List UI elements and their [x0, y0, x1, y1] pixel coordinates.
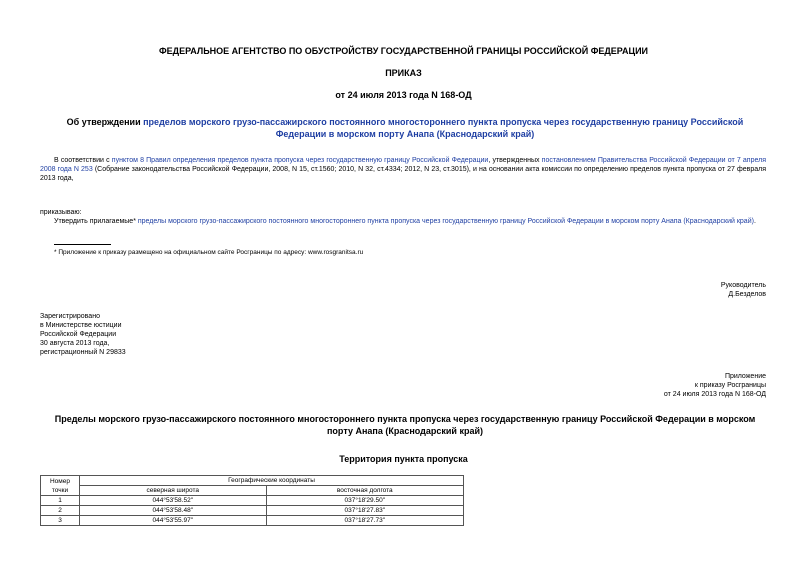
signature-name: Д.Безделов — [728, 291, 766, 298]
coordinates-table — [40, 475, 464, 526]
rules-point-8-link[interactable]: пунктом 8 Правил определения пределов пункта пропуска через государственную границу Российской Федерации — [111, 157, 489, 164]
preamble-paragraph — [40, 156, 766, 183]
table-row — [41, 506, 464, 516]
preamble-text-1: В соответствии с — [54, 157, 112, 164]
footnote: * Приложение к приказу размещено на официальном сайте Росграницы по адресу: www.rosgranitsa.ru — [54, 249, 364, 256]
latitude-cell: 044°53'58.48" — [80, 506, 267, 516]
footnote-divider — [54, 244, 111, 245]
registration-block — [40, 312, 126, 357]
appendix-line: Приложение — [724, 373, 766, 380]
registration-line: Российской Федерации — [40, 331, 117, 338]
preamble-text-3: (Собрание законодательства Российской Федерации, 2008, N 15, ст.1560; 2010, N 32, ст.4334; 2012, N 23, ст.3015), и на основании акта комиссии по определению пределов пункта пропуска от 27 февраля 2013 года, — [40, 166, 766, 182]
appendix-line: от 24 июля 2013 года N 168-ОД — [663, 391, 766, 398]
column-header-number-line: Номер — [49, 477, 70, 485]
title-link[interactable]: пределов морского грузо-пассажирского постоянного многостороннего пункта пропуска через государственную границу Российской Федерации в морском порту Анапа (Краснодарский край) — [143, 117, 744, 139]
limits-link[interactable]: пределы морского грузо-пассажирского постоянного многостороннего пункта пропуска через государственную границу Российской Федерации в морском порту Анапа (Краснодарский край) — [137, 218, 754, 225]
order-text-1: Утвердить прилагаемые* — [54, 218, 138, 225]
signature-position: Руководитель — [720, 282, 766, 289]
point-number: 3 — [41, 516, 80, 526]
column-header-number-line: точки — [51, 486, 69, 494]
column-header-group: Географические координаты — [80, 476, 464, 486]
government-decree-link[interactable]: постановлением Правительства Российской Федерации от 7 апреля 2008 года N 253 — [40, 157, 767, 173]
point-number: 1 — [41, 496, 80, 506]
preamble-text-2: , утвержденных — [488, 157, 542, 164]
column-header-number — [41, 476, 80, 496]
registration-line: регистрационный N 29833 — [40, 349, 126, 356]
document-title — [44, 116, 766, 140]
table-row — [41, 496, 464, 506]
longitude-cell: 037°18'27.73" — [266, 516, 463, 526]
column-header-latitude: северная широта — [80, 486, 267, 496]
order-text-2: . — [753, 218, 756, 225]
order-label: приказываю: — [40, 209, 82, 216]
signature-block — [721, 281, 766, 299]
registration-line: 30 августа 2013 года, — [40, 340, 110, 347]
latitude-cell: 044°53'55.97" — [80, 516, 267, 526]
appendix-line: к приказу Росграницы — [694, 382, 766, 389]
section-title: Территория пункта пропуска — [339, 454, 468, 464]
doc-date-number: от 24 июля 2013 года N 168-ОД — [335, 90, 472, 100]
doc-type: ПРИКАЗ — [385, 68, 422, 78]
column-header-longitude: восточная долгота — [266, 486, 463, 496]
registration-line: в Министерстве юстиции — [40, 322, 122, 329]
appendix-header — [664, 372, 766, 399]
registration-line: Зарегистрировано — [40, 313, 100, 320]
appendix-title: Пределы морского грузо-пассажирского постоянного многостороннего пункта пропуска через государственную границу Российской Федерации в морском порту Анапа (Краснодарский край) — [54, 414, 756, 436]
longitude-cell: 037°18'29.50" — [266, 496, 463, 506]
latitude-cell: 044°53'58.52" — [80, 496, 267, 506]
order-paragraph — [40, 217, 766, 226]
title-prefix: Об утверждении — [66, 117, 144, 127]
point-number: 2 — [41, 506, 80, 516]
longitude-cell: 037°18'27.83" — [266, 506, 463, 516]
table-row — [41, 516, 464, 526]
agency-name: ФЕДЕРАЛЬНОЕ АГЕНТСТВО ПО ОБУСТРОЙСТВУ ГОСУДАРСТВЕННОЙ ГРАНИЦЫ РОССИЙСКОЙ ФЕДЕРАЦИИ — [158, 46, 649, 56]
